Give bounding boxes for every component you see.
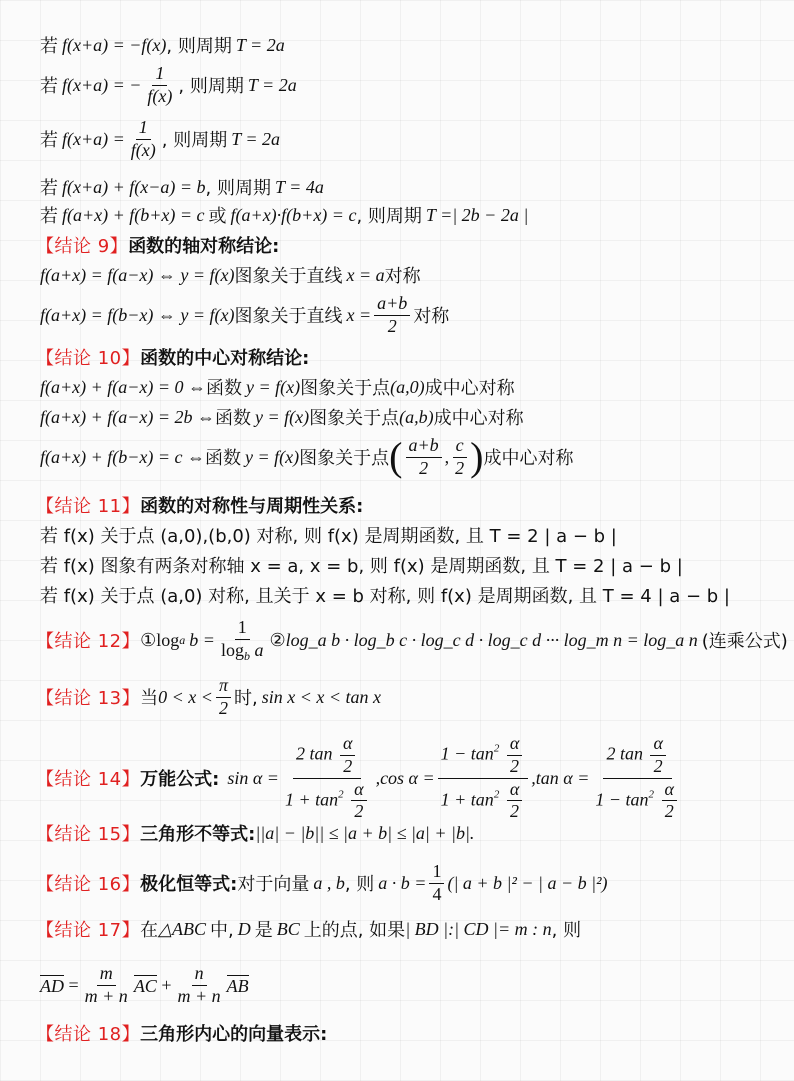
- conclusion-11-heading: [36, 492, 794, 518]
- fraction: [174, 964, 223, 1007]
- conclusion-17: [36, 916, 794, 942]
- half-alpha: [340, 734, 355, 777]
- text: 当: [140, 688, 159, 710]
- text: 函数: [215, 408, 252, 429]
- conclusion-11-line-3: [40, 582, 794, 608]
- fraction: [216, 676, 231, 719]
- two: 2: [354, 801, 364, 822]
- conclusion-tag: 【结论 18】: [36, 1024, 141, 1045]
- rule-suffix: , 则周期: [356, 206, 422, 227]
- formula: f(a+x) = f(b−x) ⇔ y = f(x): [40, 304, 235, 325]
- vector-ab: AB: [226, 975, 249, 996]
- fraction-denominator: [592, 779, 683, 823]
- one-plus-tan: 1 + tan: [284, 789, 339, 810]
- rule-condition-2: f(a+x)·f(b+x) = c: [230, 204, 357, 225]
- one-minus-tan: 1 − tan: [595, 789, 649, 810]
- alpha: α: [650, 734, 665, 756]
- point-d: D: [237, 918, 251, 939]
- formula: y = f(x): [255, 406, 310, 427]
- rule-result: T =| 2b − 2a |: [425, 204, 529, 225]
- text: 图象关于点: [299, 448, 390, 470]
- text: , 则: [344, 874, 375, 896]
- plus: +: [156, 974, 172, 995]
- fraction: [406, 436, 442, 479]
- segment-bc: BC: [276, 918, 300, 939]
- square: 2: [493, 788, 500, 801]
- log-base: b: [243, 648, 250, 663]
- fraction-numerator: 1: [136, 118, 151, 140]
- text: 函数: [205, 448, 242, 470]
- alpha: α: [340, 734, 355, 756]
- text: 中,: [209, 920, 234, 941]
- text: 图象关于直线: [234, 266, 343, 287]
- fraction-denominator: m + n: [84, 985, 128, 1006]
- fraction-numerator: a+b: [374, 294, 410, 316]
- period-rule-5: [40, 202, 794, 228]
- conclusion-tag: 【结论 9】: [36, 236, 129, 257]
- conclusion-18-heading: [36, 1020, 794, 1046]
- conclusion-title: 万能公式:: [140, 769, 220, 791]
- conclusion-13: [36, 676, 794, 719]
- formula: sin x < x < tan x: [261, 686, 381, 707]
- fraction-numerator: [293, 734, 361, 779]
- rule-prefix: 若: [40, 178, 58, 199]
- conclusion-tag: 【结论 14】: [36, 769, 141, 791]
- two: 2: [510, 755, 520, 776]
- conclusion-title: 函数的轴对称结论:: [128, 236, 280, 257]
- two: 2: [343, 755, 353, 776]
- triangle: △ABC: [158, 918, 206, 939]
- text: 成中心对称: [424, 378, 515, 399]
- polarization-rhs: (| a + b |² − | a − b |²): [447, 872, 608, 893]
- rule-condition: f(a+x) + f(b+x) = c: [62, 204, 205, 225]
- conclusion-title: 三角形内心的向量表示:: [140, 1024, 328, 1045]
- equals: =: [64, 974, 79, 995]
- rule-condition: f(x+a) =: [62, 128, 125, 149]
- rule-result: T = 4a: [275, 176, 324, 197]
- conclusion-16: [36, 862, 794, 905]
- formula: f(a+x) + f(b−x) = c ⇔: [40, 446, 206, 467]
- square: 2: [493, 742, 500, 755]
- half-alpha: [650, 734, 665, 777]
- rule-result: T = 2a: [247, 74, 297, 95]
- period-rule-2: [40, 64, 794, 107]
- text: 函数: [206, 378, 243, 399]
- fraction: [429, 862, 444, 905]
- point: (a,b): [399, 406, 434, 427]
- conclusion-10-heading: [36, 344, 794, 370]
- formula: y = f(x): [245, 446, 300, 467]
- conclusion-tag: 【结论 17】: [36, 920, 141, 941]
- two: 2: [510, 801, 520, 822]
- statement: 若 f(x) 图象有两条对称轴 x = a, x = b, 则 f(x) 是周期函数, 且 T = 2 | a − b |: [40, 556, 683, 577]
- text: 成中心对称: [433, 408, 524, 429]
- fraction-denominator: 2: [419, 457, 429, 478]
- rule-condition: f(x+a) = −: [62, 74, 142, 95]
- conclusion-9-line-2: [40, 294, 794, 337]
- fraction: [82, 964, 131, 1007]
- rule-result: T = 2a: [235, 34, 285, 55]
- formula: 0 < x <: [158, 686, 213, 707]
- fraction-denominator: f(x): [130, 139, 156, 160]
- rule-suffix: , 则周期: [161, 130, 228, 152]
- half-alpha: [351, 780, 366, 823]
- right-paren: ): [470, 434, 484, 480]
- fraction-numerator: n: [192, 964, 207, 986]
- circled-one: ①: [140, 629, 157, 651]
- conclusion-tag: 【结论 15】: [36, 824, 141, 845]
- period-rule-1: [40, 32, 794, 58]
- formula: f(a+x) + f(a−x) = 2b ⇔: [40, 406, 216, 427]
- conclusion-11-line-1: [40, 522, 794, 548]
- text: 时,: [233, 688, 258, 710]
- sin-lhs: sin α =: [227, 767, 279, 788]
- text: 图象关于点: [309, 408, 400, 429]
- fraction: [218, 618, 267, 663]
- log-arg: a: [254, 639, 264, 660]
- text: 对称: [413, 306, 450, 328]
- ratio: | BD |:| CD |= m : n: [405, 918, 552, 939]
- vectors: a , b: [313, 872, 345, 893]
- fraction-numerator: a+b: [406, 436, 442, 458]
- log-base: a: [179, 632, 186, 647]
- fraction-numerator: m: [97, 964, 116, 986]
- conclusion-12: [36, 618, 794, 663]
- fraction-denominator: 2: [455, 457, 465, 478]
- fraction-denominator: [438, 779, 529, 823]
- rule-prefix: 若: [40, 76, 58, 98]
- conclusion-10-line-3: [40, 436, 794, 479]
- formula: f(a+x) + f(a−x) = 0 ⇔: [40, 376, 207, 397]
- conclusion-15: [36, 820, 794, 846]
- fraction: [452, 436, 467, 479]
- rule-condition: f(x+a) = −f(x): [62, 34, 167, 55]
- fraction-denominator: 2: [387, 315, 397, 336]
- two: 2: [664, 801, 674, 822]
- fraction-numerator: [603, 734, 671, 779]
- dot-product: a · b =: [378, 872, 427, 893]
- formula: f(a+x) = f(a−x) ⇔ y = f(x): [40, 264, 235, 285]
- conclusion-title: 函数的对称性与周期性关系:: [140, 496, 364, 517]
- vector-ac: AC: [133, 975, 157, 996]
- fraction-denominator: [218, 640, 267, 663]
- text: 上的点, 如果: [303, 920, 406, 941]
- one-plus-tan: 1 + tan: [440, 789, 494, 810]
- log-arg: b =: [189, 629, 215, 650]
- rule-suffix: , 则周期: [166, 36, 232, 57]
- conclusion-tag: 【结论 13】: [36, 688, 141, 710]
- note: (连乘公式): [701, 631, 788, 653]
- text: 成中心对称: [483, 448, 574, 470]
- two-tan: 2 tan: [296, 743, 333, 764]
- conclusion-title: 三角形不等式:: [140, 824, 256, 845]
- vector-ad: AD: [40, 975, 64, 996]
- statement: 若 f(x) 关于点 (a,0),(b,0) 对称, 则 f(x) 是周期函数, 且 T = 2 | a − b |: [40, 526, 617, 547]
- triangle-inequality: ||a| − |b|| ≤ |a + b| ≤ |a| + |b|.: [255, 822, 475, 843]
- rule-prefix: 若: [40, 206, 58, 227]
- fraction: [144, 64, 175, 107]
- log-chain: log_a b · log_b c · log_c d · log_c d ··· log_m n = log_a n: [285, 629, 698, 650]
- formula: y = f(x): [246, 376, 301, 397]
- fraction-denominator: 2: [218, 697, 228, 718]
- fraction-numerator: 1: [429, 862, 444, 884]
- text: 图象关于直线: [234, 306, 343, 328]
- fraction: [374, 294, 410, 337]
- one-minus-tan: 1 − tan: [440, 743, 494, 764]
- log-lhs: log: [156, 629, 180, 650]
- tan-fraction: [592, 734, 683, 822]
- text: 是: [254, 920, 273, 941]
- text: 在: [140, 920, 159, 941]
- conclusion-tag: 【结论 12】: [36, 631, 141, 653]
- conclusion-9-heading: [36, 232, 794, 258]
- conclusion-tag: 【结论 16】: [36, 874, 141, 896]
- fraction-denominator: 4: [432, 883, 442, 904]
- rule-suffix: , 则周期: [178, 76, 244, 98]
- comma: ,: [444, 446, 450, 467]
- fraction-numerator: [438, 734, 529, 779]
- conclusion-10-line-2: [40, 404, 794, 430]
- alpha: α: [507, 780, 522, 802]
- circled-two: ②: [269, 629, 286, 651]
- period-rule-3: [40, 118, 794, 161]
- text: , 则: [551, 920, 582, 941]
- rule-or: 或: [208, 206, 227, 227]
- text: 图象关于点: [300, 378, 391, 399]
- axis-equation: x = a: [346, 264, 385, 285]
- alpha: α: [507, 734, 522, 756]
- alpha: α: [351, 780, 366, 802]
- conclusion-tag: 【结论 11】: [36, 496, 141, 517]
- two: 2: [653, 755, 663, 776]
- fraction-numerator: 1: [152, 64, 167, 86]
- half-alpha: [507, 780, 522, 823]
- half-alpha: [662, 780, 677, 823]
- point: (a,0): [390, 376, 425, 397]
- rule-prefix: 若: [40, 36, 58, 57]
- conclusion-tag: 【结论 10】: [36, 348, 141, 369]
- two-tan: 2 tan: [606, 743, 643, 764]
- conclusion-9-line-1: [40, 262, 794, 288]
- rule-result: T = 2a: [231, 128, 281, 149]
- rule-prefix: 若: [40, 130, 58, 152]
- tan-lhs: ,tan α =: [531, 767, 590, 788]
- conclusion-17-formula: [40, 964, 794, 1007]
- rule-condition: f(x+a) + f(x−a) = b: [62, 176, 206, 197]
- sin-fraction: [282, 734, 373, 822]
- period-rule-4: [40, 174, 794, 200]
- fraction-denominator: [282, 779, 373, 823]
- fraction-denominator: m + n: [177, 985, 221, 1006]
- square: 2: [338, 788, 344, 801]
- conclusion-14: [36, 734, 794, 822]
- cos-fraction: [438, 734, 529, 822]
- half-alpha: [507, 734, 522, 777]
- conclusion-title: 函数的中心对称结论:: [140, 348, 310, 369]
- statement: 若 f(x) 关于点 (a,0) 对称, 且关于 x = b 对称, 则 f(x) 是周期函数, 且 T = 4 | a − b |: [40, 586, 730, 607]
- fraction-numerator: 1: [235, 618, 250, 640]
- text: 对于向量: [237, 874, 310, 896]
- alpha: α: [662, 780, 677, 802]
- square: 2: [648, 788, 655, 801]
- cos-lhs: ,cos α =: [375, 767, 435, 788]
- left-paren: (: [389, 434, 403, 480]
- log-text: log: [220, 639, 244, 660]
- axis-equation: x =: [346, 304, 372, 325]
- fraction-numerator: π: [216, 676, 231, 698]
- conclusion-title: 极化恒等式:: [140, 874, 238, 896]
- conclusion-10-line-1: [40, 374, 794, 400]
- fraction-numerator: c: [453, 436, 467, 458]
- text: 对称: [384, 266, 421, 287]
- rule-suffix: , 则周期: [205, 178, 271, 199]
- fraction-denominator: f(x): [147, 85, 173, 106]
- conclusion-11-line-2: [40, 552, 794, 578]
- fraction: [128, 118, 159, 161]
